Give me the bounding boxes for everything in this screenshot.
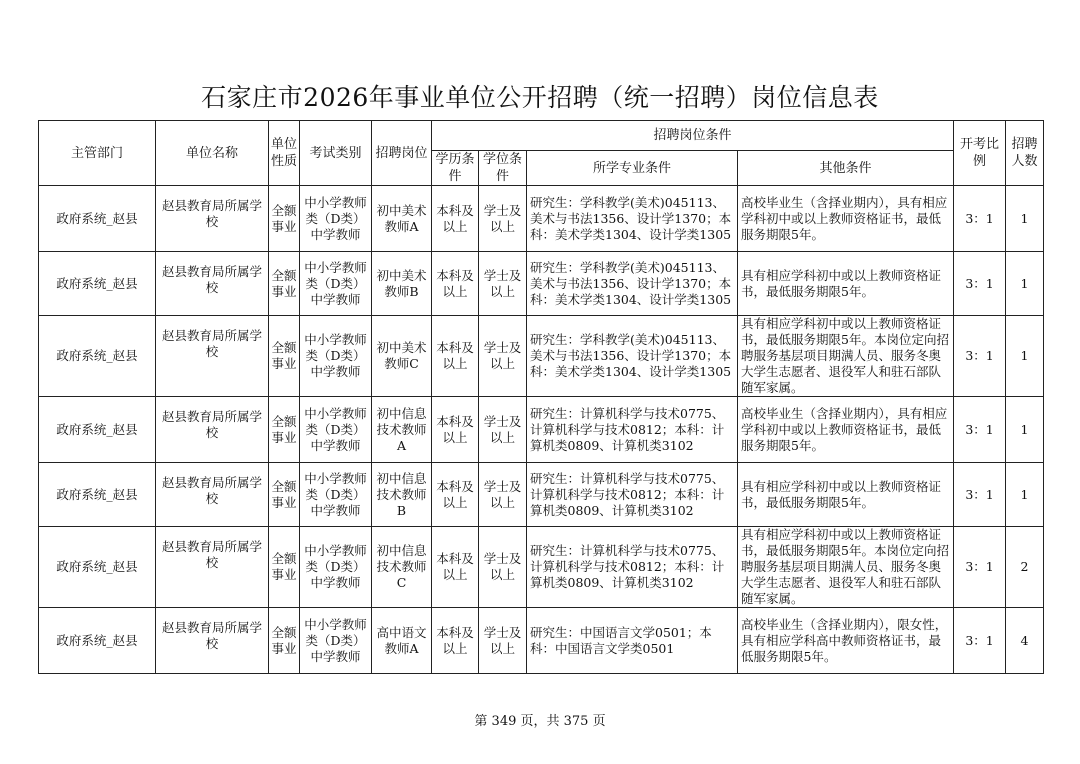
cell-dept: 政府系统_赵县 [39, 463, 156, 527]
cell-degree: 学士及以上 [479, 252, 527, 316]
cell-ratio: 3：1 [954, 527, 1006, 608]
page-number-footer: 第 349 页，共 375 页 [474, 714, 606, 729]
cell-education: 本科及以上 [432, 316, 479, 397]
cell-degree: 学士及以上 [479, 186, 527, 252]
cell-exam-type: 中小学教师类（D类）中学教师 [300, 527, 372, 608]
cell-post: 初中信息技术教师A [372, 397, 432, 463]
header-degree: 学位条件 [479, 151, 527, 186]
header-count: 招聘人数 [1006, 121, 1044, 186]
cell-unit: 赵县教育局所属学校 [156, 397, 269, 463]
cell-count: 1 [1006, 252, 1044, 316]
cell-dept: 政府系统_赵县 [39, 252, 156, 316]
cell-post: 初中信息技术教师B [372, 463, 432, 527]
header-dept: 主管部门 [39, 121, 156, 186]
cell-ratio: 3：1 [954, 463, 1006, 527]
cell-degree: 学士及以上 [479, 463, 527, 527]
header-unit: 单位名称 [156, 121, 269, 186]
cell-exam-type: 中小学教师类（D类）中学教师 [300, 397, 372, 463]
cell-other: 具有相应学科初中或以上教师资格证书，最低服务期限5年。本岗位定向招聘服务基层项目期满人员、服务冬奥大学生志愿者、退役军人和驻石部队随军家属。 [738, 527, 954, 608]
header-exam-type: 考试类别 [300, 121, 372, 186]
cell-unit-type: 全额事业 [269, 397, 300, 463]
cell-dept: 政府系统_赵县 [39, 527, 156, 608]
table-row [39, 252, 1044, 316]
cell-post: 初中美术教师C [372, 316, 432, 397]
cell-ratio: 3：1 [954, 252, 1006, 316]
cell-major: 研究生：计算机科学与技术0775、计算机科学与技术0812；本科：计算机类0809、计算机类3102 [527, 527, 738, 608]
cell-degree: 学士及以上 [479, 316, 527, 397]
cell-other: 高校毕业生（含择业期内），具有相应学科初中或以上教师资格证书，最低服务期限5年。 [738, 186, 954, 252]
cell-unit-type: 全额事业 [269, 186, 300, 252]
cell-count: 1 [1006, 316, 1044, 397]
document-title: 石家庄市2026年事业单位公开招聘（统一招聘）岗位信息表 [201, 83, 879, 112]
cell-count: 1 [1006, 463, 1044, 527]
cell-post: 高中语文教师A [372, 608, 432, 674]
cell-degree: 学士及以上 [479, 527, 527, 608]
cell-education: 本科及以上 [432, 186, 479, 252]
cell-ratio: 3：1 [954, 186, 1006, 252]
cell-degree: 学士及以上 [479, 608, 527, 674]
cell-count: 2 [1006, 527, 1044, 608]
table-row [39, 463, 1044, 527]
cell-dept: 政府系统_赵县 [39, 397, 156, 463]
cell-other: 具有相应学科初中或以上教师资格证书，最低服务期限5年。 [738, 463, 954, 527]
cell-education: 本科及以上 [432, 608, 479, 674]
cell-major: 研究生：中国语言文学0501；本科：中国语言文学类0501 [527, 608, 738, 674]
table-row [39, 316, 1044, 397]
header-major: 所学专业条件 [527, 151, 738, 186]
cell-dept: 政府系统_赵县 [39, 186, 156, 252]
table-row [39, 186, 1044, 252]
header-row-1 [39, 121, 1044, 151]
cell-education: 本科及以上 [432, 252, 479, 316]
cell-unit-type: 全额事业 [269, 252, 300, 316]
cell-unit: 赵县教育局所属学校 [156, 186, 269, 252]
cell-education: 本科及以上 [432, 463, 479, 527]
cell-unit-type: 全额事业 [269, 316, 300, 397]
cell-other: 高校毕业生（含择业期内），限女性，具有相应学科高中教师资格证书，最低服务期限5年。 [738, 608, 954, 674]
cell-other: 高校毕业生（含择业期内），具有相应学科初中或以上教师资格证书，最低服务期限5年。 [738, 397, 954, 463]
cell-post: 初中信息技术教师C [372, 527, 432, 608]
cell-major: 研究生：学科教学(美术)045113、美术与书法1356、设计学1370；本科：美术学类1304、设计学类1305 [527, 252, 738, 316]
cell-unit-type: 全额事业 [269, 463, 300, 527]
cell-exam-type: 中小学教师类（D类）中学教师 [300, 608, 372, 674]
cell-dept: 政府系统_赵县 [39, 316, 156, 397]
cell-major: 研究生：计算机科学与技术0775、计算机科学与技术0812；本科：计算机类0809、计算机类3102 [527, 463, 738, 527]
table-row [39, 397, 1044, 463]
cell-unit: 赵县教育局所属学校 [156, 527, 269, 608]
cell-exam-type: 中小学教师类（D类）中学教师 [300, 463, 372, 527]
cell-unit: 赵县教育局所属学校 [156, 608, 269, 674]
cell-unit-type: 全额事业 [269, 527, 300, 608]
header-other: 其他条件 [738, 151, 954, 186]
cell-major: 研究生：学科教学(美术)045113、美术与书法1356、设计学1370；本科：美术学类1304、设计学类1305 [527, 186, 738, 252]
cell-ratio: 3：1 [954, 608, 1006, 674]
cell-unit: 赵县教育局所属学校 [156, 316, 269, 397]
cell-degree: 学士及以上 [479, 397, 527, 463]
cell-exam-type: 中小学教师类（D类）中学教师 [300, 252, 372, 316]
cell-post: 初中美术教师A [372, 186, 432, 252]
cell-exam-type: 中小学教师类（D类）中学教师 [300, 186, 372, 252]
cell-other: 具有相应学科初中或以上教师资格证书，最低服务期限5年。本岗位定向招聘服务基层项目期满人员、服务冬奥大学生志愿者、退役军人和驻石部队随军家属。 [738, 316, 954, 397]
header-unit-type: 单位性质 [269, 121, 300, 186]
cell-exam-type: 中小学教师类（D类）中学教师 [300, 316, 372, 397]
cell-ratio: 3：1 [954, 397, 1006, 463]
cell-dept: 政府系统_赵县 [39, 608, 156, 674]
cell-unit: 赵县教育局所属学校 [156, 252, 269, 316]
cell-education: 本科及以上 [432, 397, 479, 463]
job-info-table [38, 120, 1044, 674]
header-ratio: 开考比例 [954, 121, 1006, 186]
cell-count: 1 [1006, 397, 1044, 463]
cell-count: 4 [1006, 608, 1044, 674]
cell-other: 具有相应学科初中或以上教师资格证书，最低服务期限5年。 [738, 252, 954, 316]
cell-major: 研究生：计算机科学与技术0775、计算机科学与技术0812；本科：计算机类0809、计算机类3102 [527, 397, 738, 463]
header-post: 招聘岗位 [372, 121, 432, 186]
cell-count: 1 [1006, 186, 1044, 252]
cell-major: 研究生：学科教学(美术)045113、美术与书法1356、设计学1370；本科：美术学类1304、设计学类1305 [527, 316, 738, 397]
cell-post: 初中美术教师B [372, 252, 432, 316]
table-row [39, 608, 1044, 674]
cell-education: 本科及以上 [432, 527, 479, 608]
table-row [39, 527, 1044, 608]
header-conditions: 招聘岗位条件 [432, 121, 954, 151]
header-education: 学历条件 [432, 151, 479, 186]
cell-ratio: 3：1 [954, 316, 1006, 397]
cell-unit-type: 全额事业 [269, 608, 300, 674]
cell-unit: 赵县教育局所属学校 [156, 463, 269, 527]
